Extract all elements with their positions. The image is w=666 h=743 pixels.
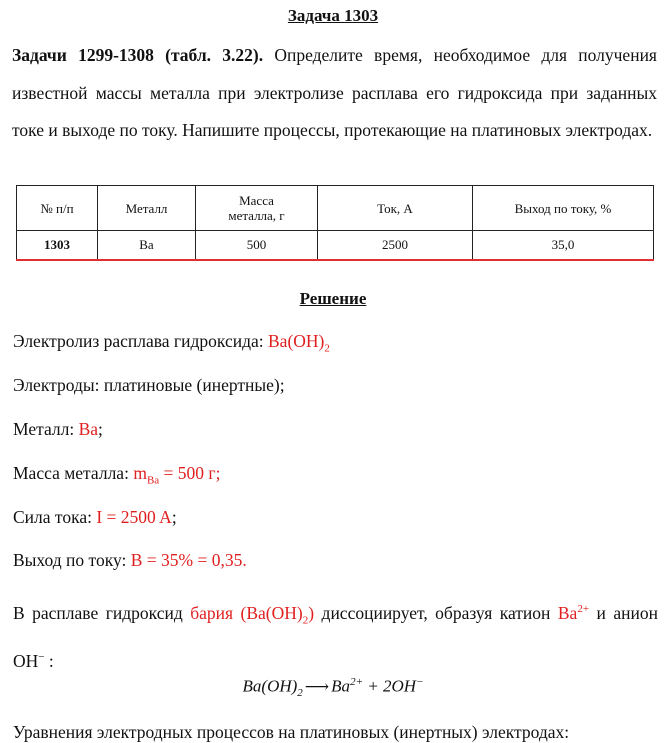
- cell-yield: 35,0: [473, 231, 654, 261]
- electrodes-line: Электроды: платиновые (инертные);: [13, 375, 285, 395]
- task-title: Задача 1303: [287, 6, 379, 25]
- header-metal: Металл: [98, 186, 196, 231]
- header-number: № п/п: [17, 186, 98, 231]
- electrode-processes-heading: Уравнения электродных процессов на платиновых (инертных) электродах:: [13, 722, 570, 742]
- task-text: Определите время, необходимое для получения известной массы металла при электролизе расплава его гидроксида при заданных токе и выходе по току. Напишите процессы, протекающие на платиновых электродах.: [12, 45, 657, 140]
- dissociation-paragraph: В расплаве гидроксид бария $(Ba(OH)_2)$ диссоциирует, образуя катион $Ba^{2+}$ и анион OH− :: [13, 602, 658, 672]
- dissociation-equation: $Ba(OH)_2$ ⟶ $Ba^{2+} + 2OH^-$: [242, 676, 424, 700]
- header-mass: Масса металла, г: [196, 186, 318, 231]
- data-table: [16, 185, 654, 261]
- cell-current: 2500: [318, 231, 473, 261]
- cell-mass: 500: [196, 231, 318, 261]
- cell-number: 1303: [17, 231, 98, 261]
- header-yield: Выход по току, %: [473, 186, 654, 231]
- electrolysis-line: Электролиз расплава гидроксида: $Ba(OH)_2$: [13, 331, 330, 355]
- yield-line: Выход по току: B = 35% = 0,35.: [13, 550, 247, 570]
- cell-metal: Ba: [98, 231, 196, 261]
- reaction-arrow-icon: ⟶: [304, 676, 330, 696]
- metal-line: Металл: Ba;: [13, 419, 103, 439]
- mass-line: Масса металла: $m_{Ba} = 500$ г;: [13, 463, 221, 487]
- task-range-label: Задачи 1299-1308 (табл. 3.22).: [12, 45, 264, 65]
- table-header-row: [17, 186, 654, 231]
- table-row: [17, 231, 654, 261]
- solution-title: Решение: [299, 289, 367, 308]
- task-statement: [12, 37, 657, 150]
- current-line: Сила тока: I = 2500 A;: [13, 507, 177, 527]
- header-current: Ток, А: [318, 186, 473, 231]
